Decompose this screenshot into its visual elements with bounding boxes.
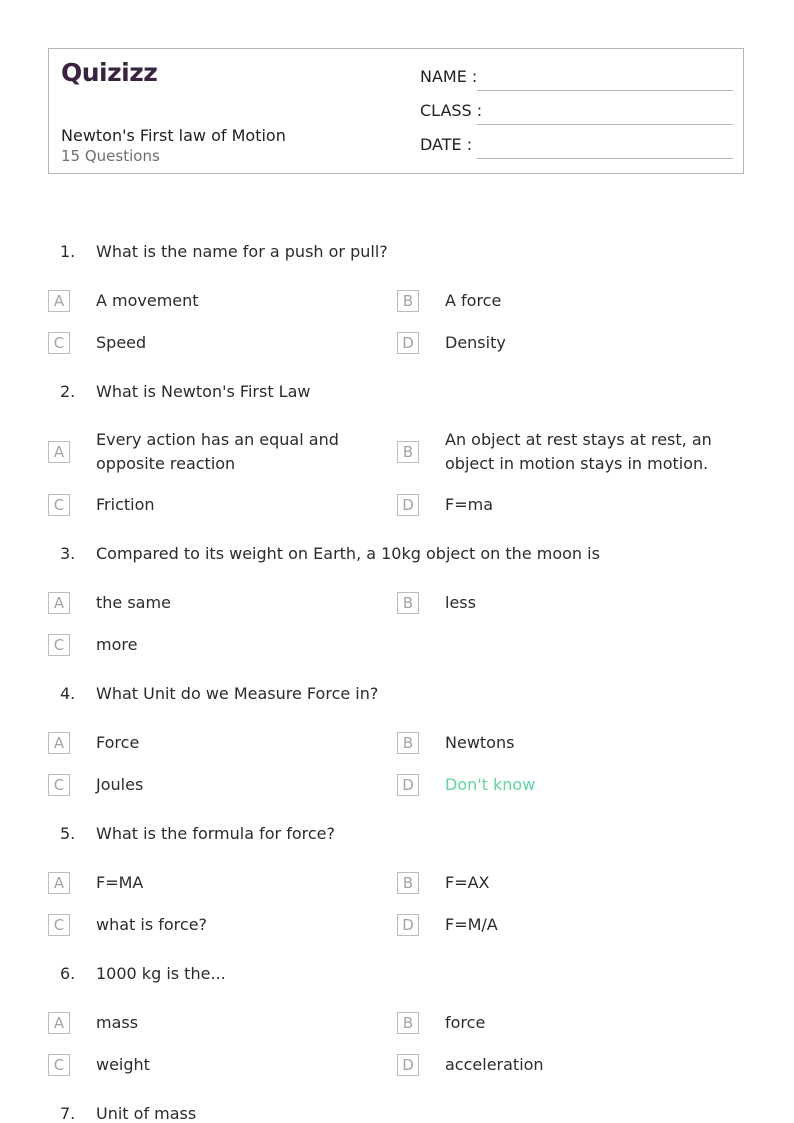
question-text: Unit of mass [96,1104,197,1123]
option-letter: D [397,332,419,354]
quizizz-logo: Quizizz [61,58,158,87]
option-letter: B [397,290,419,312]
option-letter: C [48,332,70,354]
option-text-highlighted: Don't know [445,775,536,794]
date-label: DATE : [420,135,473,154]
option-text: A movement [96,291,199,310]
option-text: F=M/A [445,915,498,934]
question-text: What Unit do we Measure Force in? [96,684,379,703]
question-count: 15 Questions [61,147,160,165]
question-1 [60,242,388,261]
option-letter: C [48,494,70,516]
option-text: A force [445,291,502,310]
question-5 [60,824,335,843]
option-text: Force [96,733,140,752]
option-letter: D [397,1054,419,1076]
question-text: Compared to its weight on Earth, a 10kg object on the moon is [96,544,600,563]
worksheet-title: Newton's First law of Motion [61,126,286,145]
option-text: weight [96,1055,150,1074]
name-field[interactable] [420,67,733,91]
question-2 [60,382,310,401]
question-number: 5. [60,824,76,843]
question-number: 4. [60,684,76,703]
option-text: more [96,635,138,654]
question-7 [60,1104,196,1123]
option-letter: A [48,1012,70,1034]
option-text: Every action has an equal and opposite reaction [96,430,339,473]
worksheet-header [48,48,744,174]
option-text: Density [445,333,506,352]
option-letter: A [48,441,70,463]
option-text: Speed [96,333,147,352]
option-letter: B [397,1012,419,1034]
option-letter: C [48,774,70,796]
question-text: What is the name for a push or pull? [96,242,388,261]
option-letter: A [48,872,70,894]
option-letter: C [48,1054,70,1076]
option-text: what is force? [96,915,208,934]
option-letter: C [48,914,70,936]
question-number: 1. [60,242,76,261]
name-label: NAME : [420,67,478,86]
option-letter: D [397,914,419,936]
option-letter: B [397,592,419,614]
option-text: Newtons [445,733,515,752]
option-letter: B [397,872,419,894]
question-number: 7. [60,1104,76,1123]
question-4 [60,684,378,703]
option-text: less [445,593,476,612]
option-letter: D [397,494,419,516]
option-letter: A [48,732,70,754]
question-3 [60,544,600,563]
option-letter: B [397,732,419,754]
option-text: F=ma [445,495,493,514]
option-text: the same [96,593,171,612]
question-text: What is Newton's First Law [96,382,311,401]
option-text: force [445,1013,486,1032]
question-text: What is the formula for force? [96,824,335,843]
option-letter: D [397,774,419,796]
option-text: Joules [96,775,144,794]
option-text: An object at rest stays at rest, an object in motion stays in motion. [445,430,712,473]
date-line[interactable] [477,158,733,159]
option-letter: B [397,441,419,463]
question-6 [60,964,226,983]
question-text: 1000 kg is the... [96,964,226,983]
name-line[interactable] [477,90,733,91]
option-text: F=AX [445,873,490,892]
option-letter: C [48,634,70,656]
option-text: F=MA [96,873,144,892]
date-field[interactable] [420,135,733,159]
class-line[interactable] [477,124,733,125]
option-text: Friction [96,495,155,514]
class-label: CLASS : [420,101,483,120]
question-number: 6. [60,964,76,983]
option-letter: A [48,592,70,614]
question-number: 2. [60,382,76,401]
option-text: mass [96,1013,139,1032]
option-letter: A [48,290,70,312]
question-number: 3. [60,544,76,563]
option-text: acceleration [445,1055,544,1074]
class-field[interactable] [420,101,733,125]
